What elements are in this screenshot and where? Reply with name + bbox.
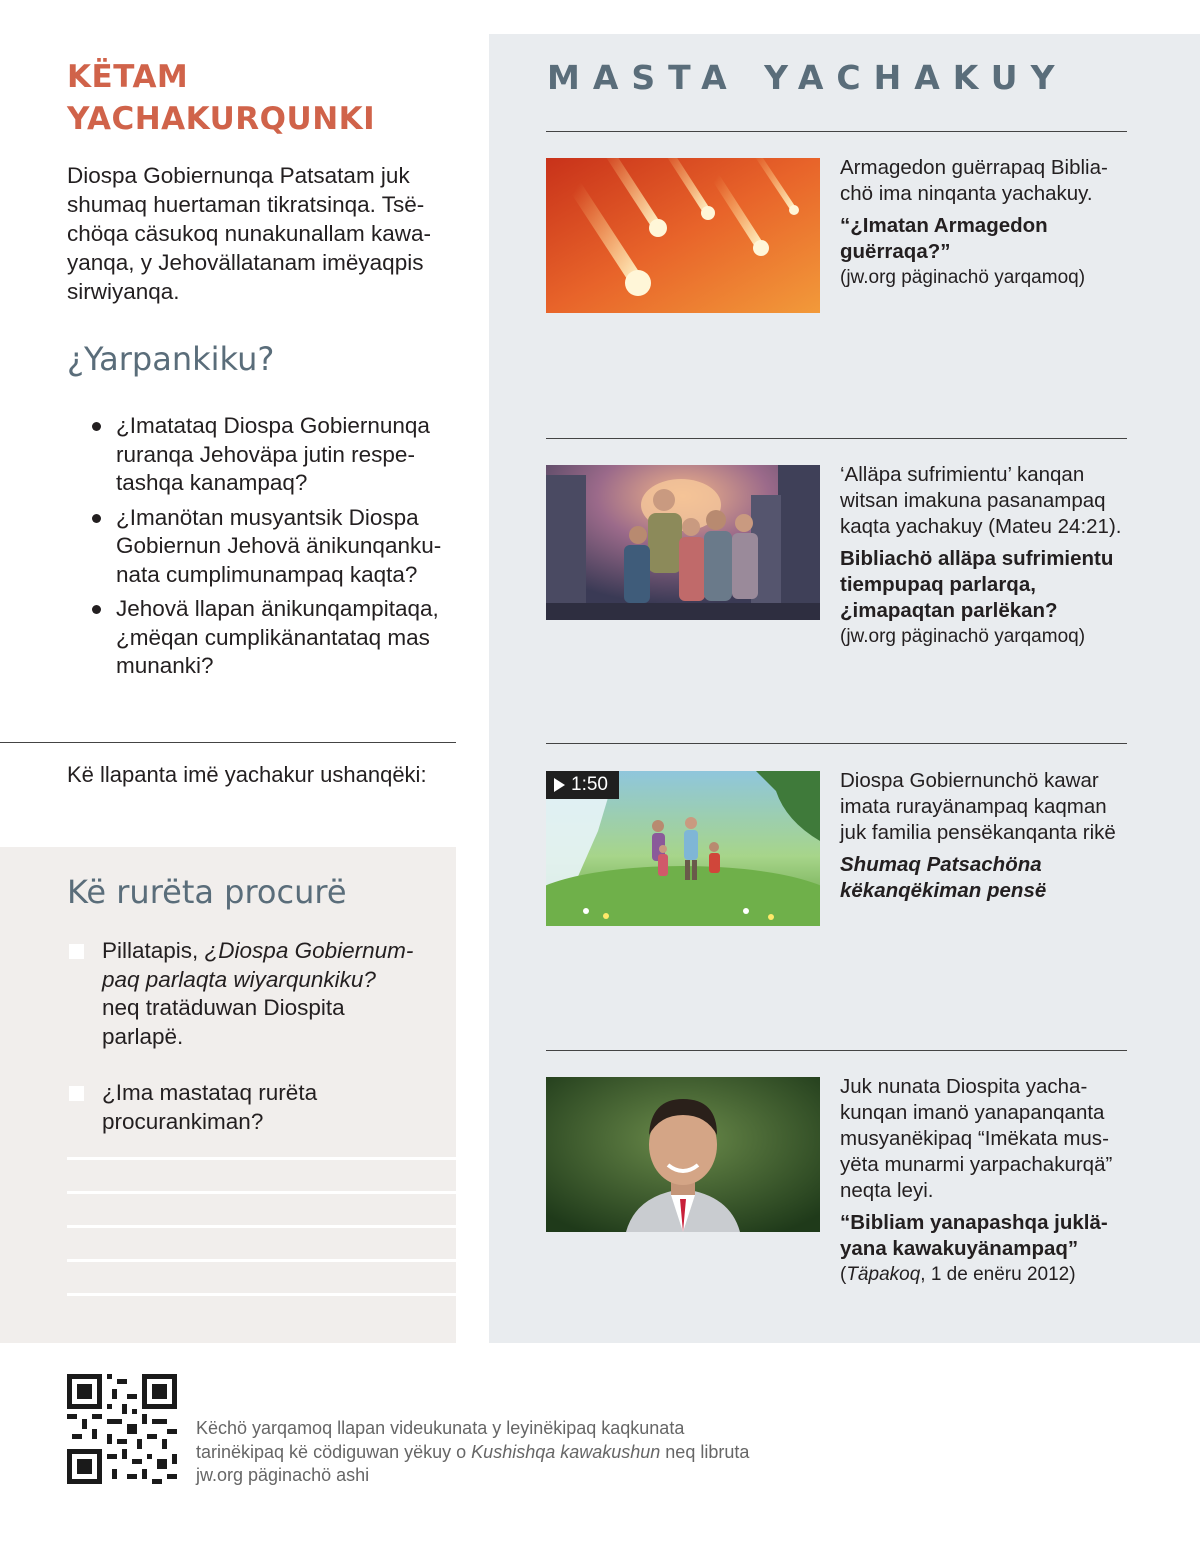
- task-checkbox-item[interactable]: Pillatapis, ¿Diospa Gobiernumpaq parlaqta wiyarqunkiku? neq tratäduwan Diospita parlapë.: [69, 937, 419, 1051]
- paradise-video-thumbnail[interactable]: [546, 771, 820, 926]
- date-learned-label: Kë llapanta imë yachakur ushanqëki:: [67, 762, 427, 787]
- try-this-heading: Kë rurëta procurë: [67, 873, 347, 911]
- checkbox-icon[interactable]: [69, 944, 84, 959]
- bullet-icon: [92, 514, 101, 523]
- article-link[interactable]: “¿Imatan Armagedon guërraqa?”: [840, 214, 1048, 263]
- writing-line[interactable]: [67, 1259, 456, 1262]
- divider: [546, 131, 1127, 132]
- divider: [546, 438, 1127, 439]
- review-heading: ¿Yarpankiku?: [67, 340, 275, 378]
- intro-paragraph: Diospa Gobiernunqa Patsatam juk shumaq huertaman tikratsinqa. Tsëchöqa cäsukoq nunakunallam kawayanqa, y Jehovällatanam imëyaqpis sirwiyanqa.: [67, 163, 431, 304]
- article-link[interactable]: Bibliachö alläpa sufrimientu tiempupaq parlarqa, ¿imapaqtan parlëkan?: [840, 547, 1114, 622]
- explore-title: MASTA YACHAKUY: [547, 58, 1068, 97]
- writing-line[interactable]: [67, 1225, 456, 1228]
- video-duration-badge: 1:50: [546, 771, 619, 799]
- explore-item-4: Juk nunata Diospita yachakunqan imanö yanapanqanta musyanëkipaq “Imëkata musyëta munarmi yarpachakurqä” neqta leyi. “Bibliam yanapashqa jukläyana kawakuyänampaq” (Täpakoq, 1 de enëru 2012): [840, 1074, 1130, 1288]
- writing-line[interactable]: [67, 1191, 456, 1194]
- review-question: Jehovä llapan änikunqampitaqa, ¿mëqan cumplikänantataq mas munanki?: [92, 595, 457, 681]
- great-tribulation-article-image[interactable]: [546, 465, 820, 620]
- armageddon-article-image[interactable]: [546, 158, 820, 313]
- task-checkbox-item[interactable]: ¿Ima mastataq rurëta procurankiman?: [69, 1079, 419, 1136]
- writing-line[interactable]: [67, 1293, 456, 1296]
- play-icon: [554, 778, 565, 792]
- divider: [0, 742, 456, 743]
- video-link[interactable]: Shumaq Patsachöna këkanqëkiman pensë: [840, 853, 1047, 902]
- bullet-icon: [92, 422, 101, 431]
- try-this-panel: [0, 847, 456, 1343]
- divider: [546, 743, 1127, 744]
- footer-text: Këchö yarqamoq llapan videukunata y leyinëkipaq kaqkunata tarinëkipaq kë cödiguwan yëkuy o Kushishqa kawakushun neq libruta jw.org päginachö ashi: [196, 1418, 750, 1485]
- tract-title: ¿Diospa Gobiernumpaq parlaqta wiyarqunkiku?: [102, 938, 414, 992]
- section-title-line-2: YACHAKURQUNKI: [67, 101, 376, 137]
- magazine-name: Täpakoq: [846, 1264, 921, 1285]
- app-name: Kushishqa kawakushun: [471, 1441, 661, 1462]
- section-title-line-1: KËTAM: [67, 59, 189, 95]
- section-title: [67, 56, 467, 140]
- review-question: ¿Imanötan musyantsik Diospa Gobiernun Jehovä änikunqankunata cumplimunampaq kaqta?: [92, 504, 457, 590]
- explore-item-3: Diospa Gobiernunchö kawar imata rurayänampaq kaqman juk familia pensëkanqanta rikë Shumaq Patsachöna këkanqëkiman pensë: [840, 768, 1130, 904]
- explore-item-2: ‘Alläpa sufrimientu’ kanqan witsan imakuna pasanampaq kaqta yachakuy (Mateu 24:21). Bibliachö alläpa sufrimientu tiempupaq parlarqa, ¿imapaqtan parlëkan? (jw.org päginachö yarqamoq): [840, 462, 1130, 650]
- review-question: ¿Imatataq Diospa Gobiernunqa ruranqa Jehoväpa jutin respetashqa kanampaq?: [92, 412, 457, 498]
- article-link[interactable]: “Bibliam yanapashqa jukläyana kawakuyänampaq”: [840, 1211, 1108, 1260]
- explore-item-1: Armagedon guërrapaq Bibliachö ima ninqanta yachakuy. “¿Imatan Armagedon guërraqa?” (jw.org päginachö yarqamoq): [840, 155, 1130, 291]
- divider: [546, 1050, 1127, 1051]
- checkbox-icon[interactable]: [69, 1086, 84, 1101]
- bullet-icon: [92, 605, 101, 614]
- writing-line[interactable]: [67, 1157, 456, 1160]
- experience-article-image[interactable]: [546, 1077, 820, 1232]
- review-questions: [92, 412, 457, 687]
- qr-code-icon[interactable]: [67, 1374, 177, 1484]
